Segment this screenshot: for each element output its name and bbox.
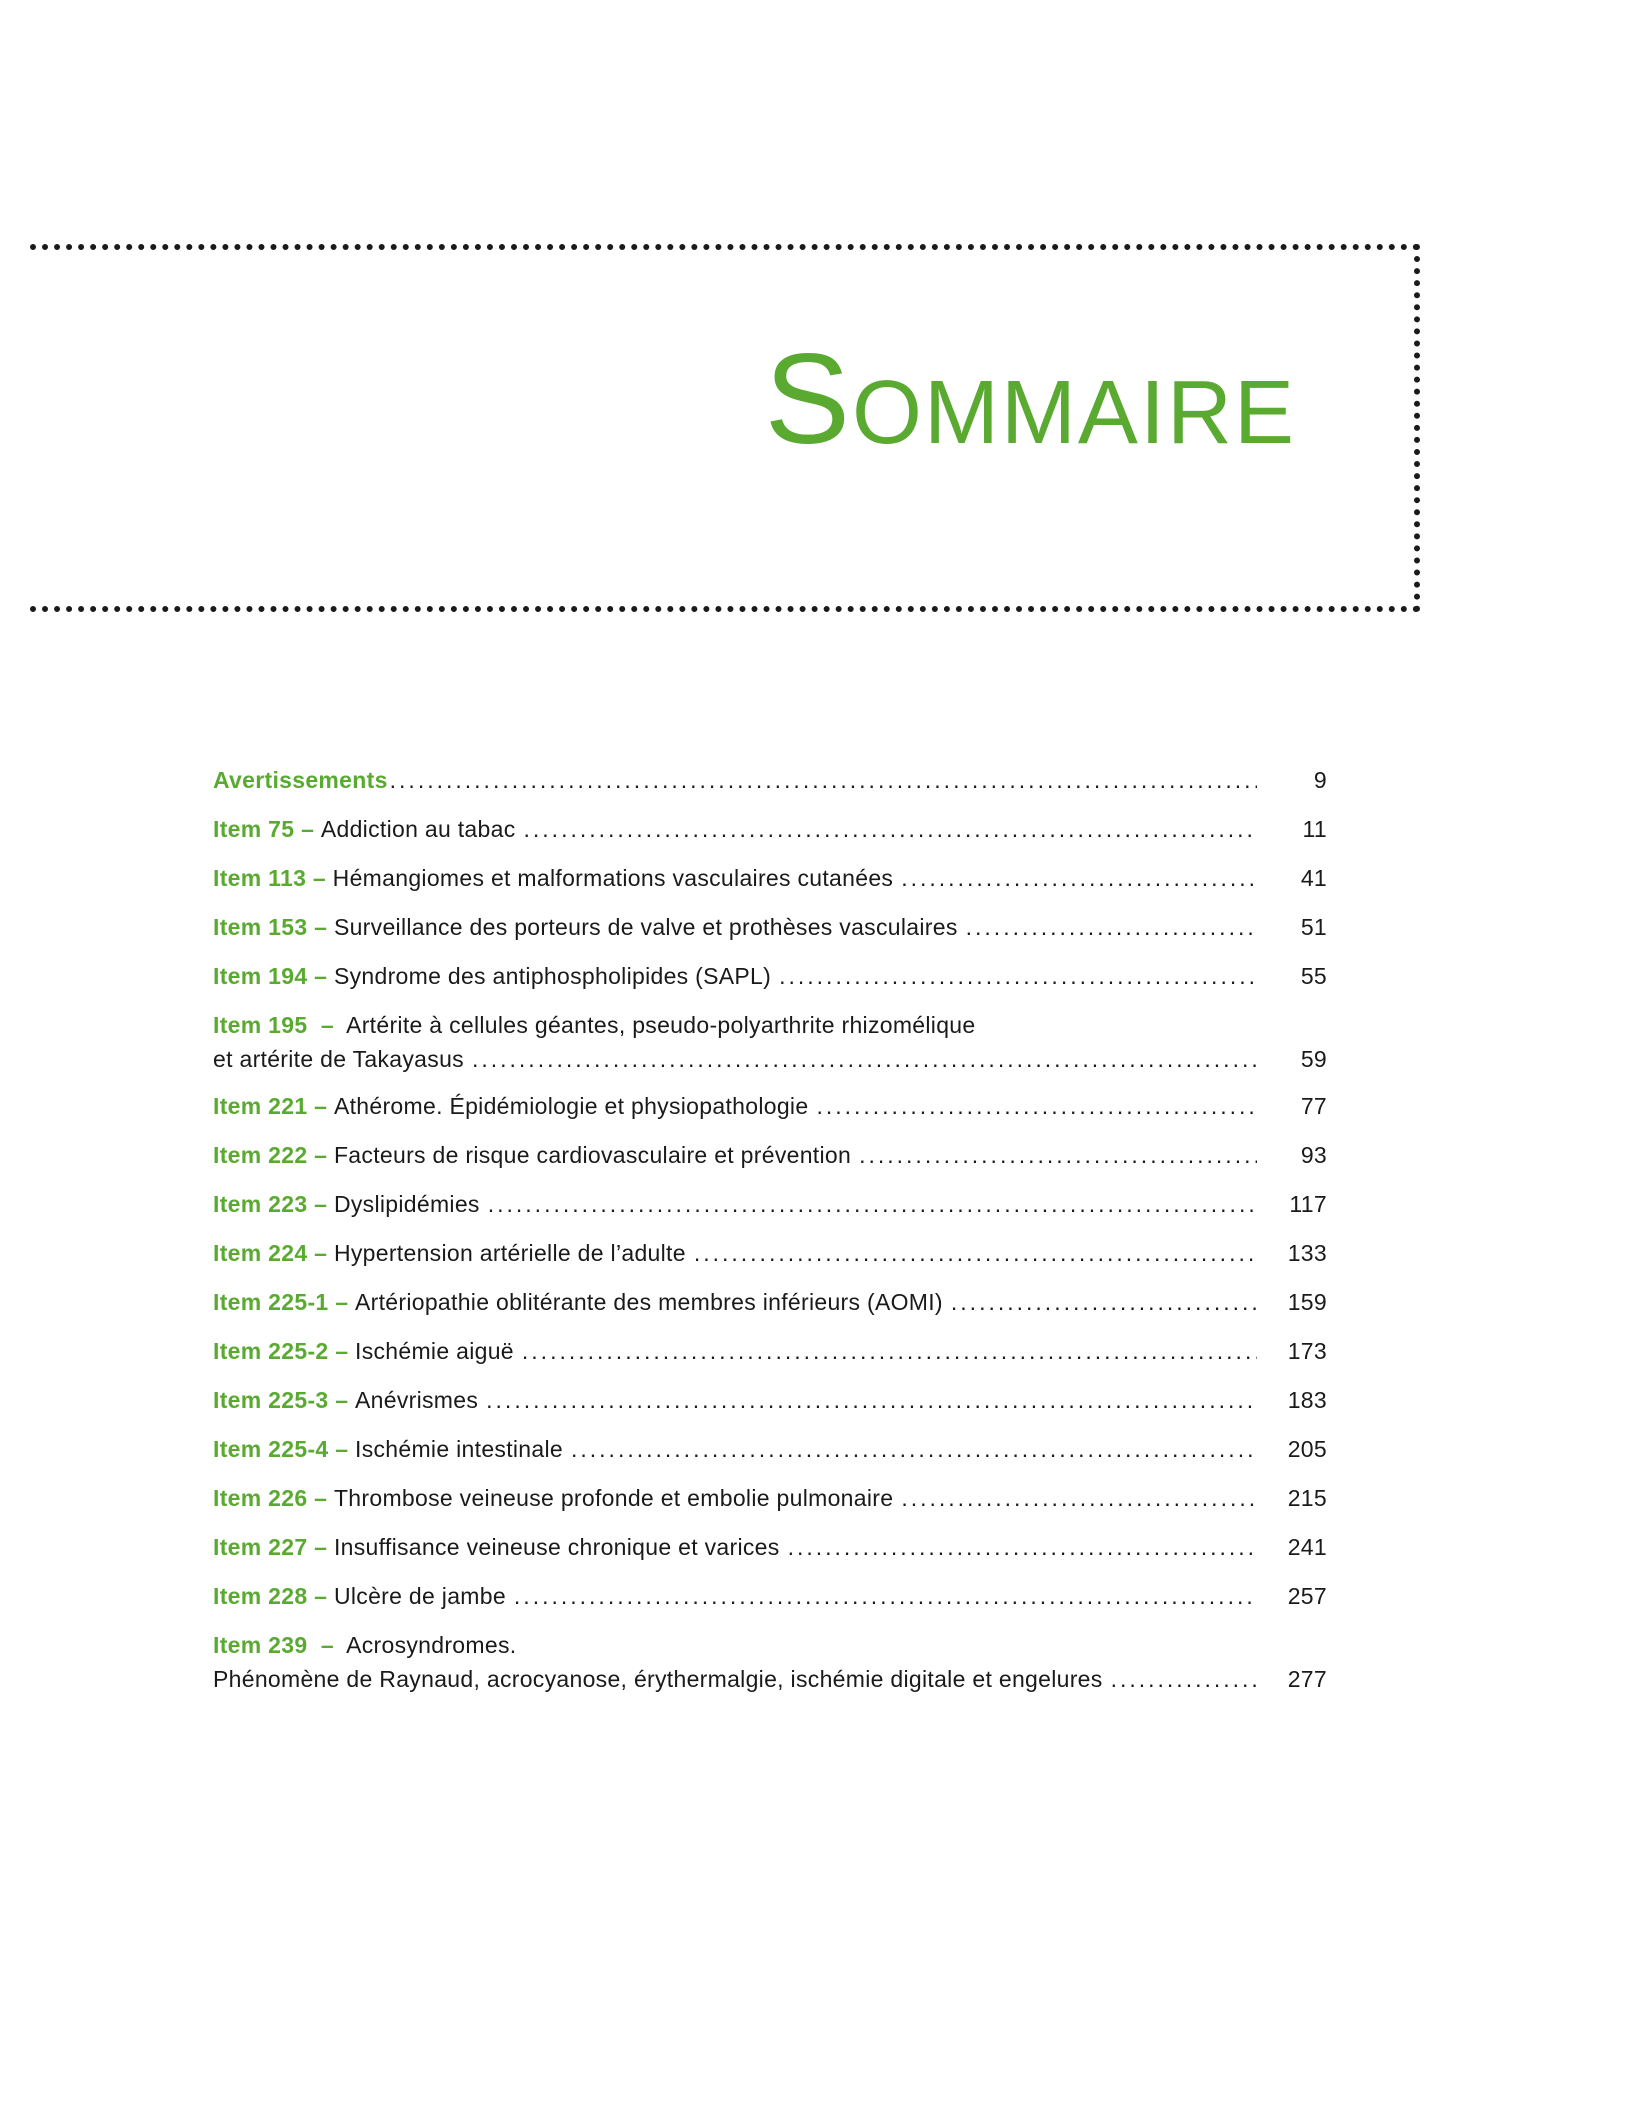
dot-leader xyxy=(788,1530,1257,1564)
dot-leader xyxy=(488,1187,1257,1221)
toc-page-number: 183 xyxy=(1287,1387,1327,1413)
toc-entry-label: Item 222 xyxy=(213,1142,308,1168)
toc-entry-item-225-3[interactable] xyxy=(213,1383,1327,1417)
toc-entry-title: Athérome. Épidémiologie et physiopathologie xyxy=(333,1093,809,1119)
dot-leader xyxy=(390,763,1257,797)
toc-entry-title: Dyslipidémies xyxy=(333,1191,480,1217)
toc-entry-title: Addiction au tabac xyxy=(320,816,516,842)
toc-entry-title: Acrosyndromes. xyxy=(346,1632,517,1658)
toc-page-number: 205 xyxy=(1287,1436,1327,1462)
toc-entry-item-225-2[interactable] xyxy=(213,1334,1327,1368)
toc-entry-item-227[interactable] xyxy=(213,1530,1327,1564)
toc-entry-label: Item 239 xyxy=(213,1632,308,1658)
dash-separator: – xyxy=(307,1093,334,1119)
page-title: Sommaire xyxy=(764,328,1296,471)
toc-entry-label: Item 194 xyxy=(213,963,308,989)
toc-entry-label: Item 223 xyxy=(213,1191,308,1217)
toc-entry-item-113[interactable] xyxy=(213,861,1327,895)
toc-entry-label: Item 224 xyxy=(213,1240,308,1266)
toc-entry-title: Anévrismes xyxy=(355,1387,479,1413)
toc-entry-label: Item 195 xyxy=(213,1012,308,1038)
toc-entry-item-195[interactable] xyxy=(213,1008,1327,1076)
dash-separator: – xyxy=(314,1632,341,1658)
dash-separator: – xyxy=(307,1240,334,1266)
toc-page-number: 77 xyxy=(1300,1093,1327,1119)
dot-leader xyxy=(779,959,1257,993)
toc-page-number: 93 xyxy=(1300,1142,1327,1168)
dot-leader xyxy=(472,1042,1257,1076)
toc-entry-item-239[interactable] xyxy=(213,1628,1327,1696)
dot-leader xyxy=(514,1579,1257,1613)
dash-separator: – xyxy=(294,816,321,842)
toc-entry-item-221[interactable] xyxy=(213,1089,1327,1123)
toc-entry-label: Item 228 xyxy=(213,1583,308,1609)
toc-page-number: 277 xyxy=(1287,1666,1327,1692)
dot-leader xyxy=(522,1334,1257,1368)
dash-separator: – xyxy=(328,1338,355,1364)
toc-entry-item-226[interactable] xyxy=(213,1481,1327,1515)
toc-page-number: 133 xyxy=(1287,1240,1327,1266)
dot-leader xyxy=(901,861,1257,895)
toc-entry-label: Item 225-3 xyxy=(213,1387,329,1413)
toc-entry-item-228[interactable] xyxy=(213,1579,1327,1613)
toc-entry-label: Item 225-4 xyxy=(213,1436,329,1462)
dash-separator: – xyxy=(307,1142,334,1168)
toc-page-number: 41 xyxy=(1300,865,1327,891)
toc-entry-label: Item 227 xyxy=(213,1534,308,1560)
toc-page-number: 173 xyxy=(1287,1338,1327,1364)
toc-entry-title: Ulcère de jambe xyxy=(333,1583,506,1609)
toc-entry-title: Hémangiomes et malformations vasculaires cutanées xyxy=(332,865,894,891)
toc-entry-label: Item 113 xyxy=(213,865,307,891)
toc-entry-title: Artériopathie oblitérante des membres inférieurs (AOMI) xyxy=(355,1289,943,1315)
toc-entry-item-222[interactable] xyxy=(213,1138,1327,1172)
toc-entry-title-continued: et artérite de Takayasus xyxy=(213,1046,464,1072)
dot-leader xyxy=(1111,1662,1257,1696)
dash-separator: – xyxy=(328,1387,355,1413)
toc-page-number: 11 xyxy=(1302,816,1327,842)
toc-page-number: 9 xyxy=(1313,767,1327,793)
dot-leader xyxy=(901,1481,1257,1515)
toc-entry-label: Item 75 xyxy=(213,816,295,842)
toc-entry-title: Insuffisance veineuse chronique et varices xyxy=(333,1534,780,1560)
dot-leader xyxy=(694,1236,1257,1270)
toc-entry-title-continued: Phénomène de Raynaud, acrocyanose, érythermalgie, ischémie digitale et engelures xyxy=(213,1666,1103,1692)
dash-separator: – xyxy=(328,1289,355,1315)
dash-separator: – xyxy=(314,1012,341,1038)
toc-page-number: 59 xyxy=(1300,1046,1327,1072)
toc-entry-title: Artérite à cellules géantes, pseudo-polyarthrite rhizomélique xyxy=(346,1012,976,1038)
toc-entry-title: Ischémie intestinale xyxy=(355,1436,563,1462)
dot-leader xyxy=(486,1383,1257,1417)
toc-entry-item-223[interactable] xyxy=(213,1187,1327,1221)
toc-page-number: 55 xyxy=(1300,963,1327,989)
toc-page-number: 241 xyxy=(1287,1534,1327,1560)
toc-entry-title: Facteurs de risque cardiovasculaire et prévention xyxy=(333,1142,852,1168)
toc-entry-item-225-1[interactable] xyxy=(213,1285,1327,1319)
dash-separator: – xyxy=(328,1436,355,1462)
toc-entry-item-224[interactable] xyxy=(213,1236,1327,1270)
toc-page-number: 257 xyxy=(1287,1583,1327,1609)
toc-entry-label: Item 225-1 xyxy=(213,1289,329,1315)
toc-entry-item-153[interactable] xyxy=(213,910,1327,944)
toc-page-number: 215 xyxy=(1287,1485,1327,1511)
toc-entry-title: Syndrome des antiphospholipides (SAPL) xyxy=(333,963,772,989)
toc-entry-avertissements[interactable] xyxy=(213,763,1327,797)
toc-page-number: 51 xyxy=(1300,914,1327,940)
toc-entry-title: Ischémie aiguë xyxy=(355,1338,514,1364)
toc-page-number: 117 xyxy=(1289,1191,1327,1217)
toc-entry-item-225-4[interactable] xyxy=(213,1432,1327,1466)
dot-leader xyxy=(966,910,1257,944)
dash-separator: – xyxy=(306,865,333,891)
toc-entry-label: Item 153 xyxy=(213,914,308,940)
toc-page-number: 159 xyxy=(1287,1289,1327,1315)
dot-leader xyxy=(816,1089,1257,1123)
table-of-contents xyxy=(213,763,1327,1709)
title-frame xyxy=(30,244,1420,612)
toc-entry-label: Item 221 xyxy=(213,1093,308,1119)
toc-entry-item-75[interactable] xyxy=(213,812,1327,846)
dash-separator: – xyxy=(307,963,334,989)
toc-entry-label: Item 226 xyxy=(213,1485,308,1511)
toc-entry-item-194[interactable] xyxy=(213,959,1327,993)
toc-entry-title: Hypertension artérielle de l’adulte xyxy=(333,1240,686,1266)
dash-separator: – xyxy=(307,1583,334,1609)
dash-separator: – xyxy=(307,914,334,940)
dot-leader xyxy=(524,812,1257,846)
toc-entry-label: Item 225-2 xyxy=(213,1338,329,1364)
dot-leader xyxy=(951,1285,1257,1319)
toc-entry-label: Avertissements xyxy=(213,767,388,793)
dash-separator: – xyxy=(307,1534,334,1560)
dash-separator: – xyxy=(307,1485,334,1511)
dot-leader xyxy=(571,1432,1257,1466)
toc-entry-title: Surveillance des porteurs de valve et prothèses vasculaires xyxy=(333,914,958,940)
toc-entry-title: Thrombose veineuse profonde et embolie pulmonaire xyxy=(333,1485,894,1511)
dash-separator: – xyxy=(307,1191,334,1217)
dot-leader xyxy=(859,1138,1257,1172)
